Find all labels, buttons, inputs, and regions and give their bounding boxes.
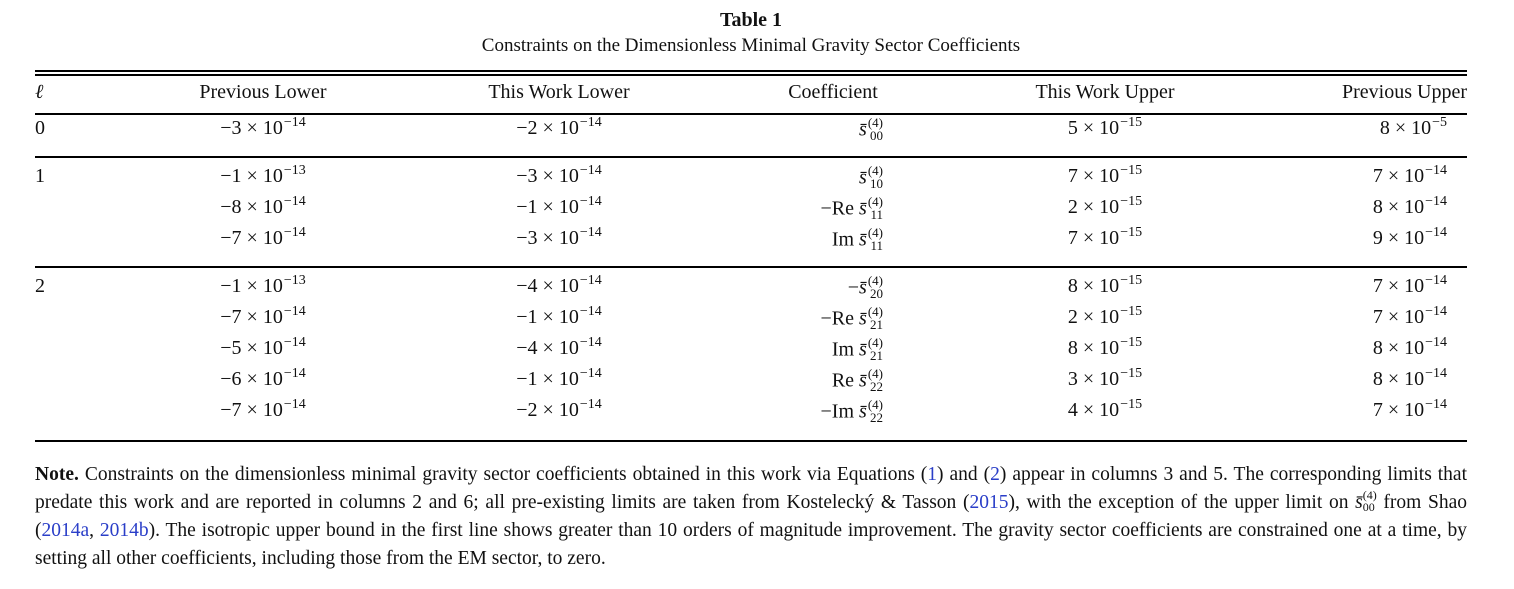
value-exponent: −14 — [283, 397, 306, 412]
value-mantissa: 4 × 10 — [1067, 399, 1120, 421]
value-mantissa: 7 × 10 — [1372, 165, 1425, 187]
value-exponent: −15 — [1120, 115, 1143, 130]
coef-sub: 20 — [870, 286, 883, 301]
group-rule-2 — [35, 266, 1467, 268]
value-mantissa: −3 × 10 — [516, 165, 579, 187]
value-exponent: −14 — [579, 397, 602, 412]
coef-scripts — [868, 195, 883, 221]
cell-this-lower — [439, 115, 679, 139]
cell-this-upper — [985, 273, 1225, 297]
cell-this-lower — [439, 304, 679, 328]
coef-sup: (4) — [867, 163, 883, 178]
coef-prefix: Im — [831, 338, 860, 361]
coef-symbol: s̄ — [859, 276, 867, 299]
table-note — [35, 461, 1467, 573]
top-rule — [35, 70, 1467, 72]
coef-prefix: −Re — [820, 197, 860, 220]
cell-prev-lower — [143, 115, 383, 139]
value-mantissa: −6 × 10 — [220, 368, 283, 390]
value-mantissa: −2 × 10 — [516, 117, 579, 139]
value-mantissa: −3 × 10 — [220, 117, 283, 139]
coef-sup: (4) — [867, 335, 883, 350]
value-mantissa: −7 × 10 — [220, 306, 283, 328]
cell-coefficient — [733, 335, 883, 364]
value-exponent: −14 — [1425, 163, 1447, 178]
value-mantissa: −1 × 10 — [516, 306, 579, 328]
note-symbol-sup: (4) — [1362, 487, 1377, 502]
value-exponent: −14 — [579, 273, 602, 288]
cell-prev-upper — [1227, 115, 1447, 139]
cell-coefficient — [733, 273, 883, 302]
value-exponent: −15 — [1120, 304, 1143, 319]
value-exponent: −13 — [283, 273, 306, 288]
coef-scripts — [868, 367, 883, 393]
ref-kostelecky-tasson-2015[interactable]: 2015 — [969, 492, 1009, 513]
value-mantissa: −1 × 10 — [220, 275, 283, 297]
value-exponent: −14 — [283, 304, 306, 319]
value-mantissa: −7 × 10 — [220, 399, 283, 421]
coef-sub: 11 — [870, 207, 883, 222]
top-rule-2 — [35, 74, 1467, 76]
coef-symbol: s̄ — [859, 400, 867, 423]
cell-coefficient — [733, 304, 883, 333]
cell-coefficient — [733, 115, 883, 144]
value-mantissa: −1 × 10 — [516, 196, 579, 218]
value-mantissa: −4 × 10 — [516, 337, 579, 359]
coef-sup: (4) — [867, 273, 883, 288]
value-mantissa: −5 × 10 — [220, 337, 283, 359]
cell-prev-lower — [143, 304, 383, 328]
value-mantissa: 8 × 10 — [1067, 337, 1120, 359]
value-mantissa: 8 × 10 — [1372, 196, 1425, 218]
note-sep: , — [89, 520, 100, 541]
cell-coefficient — [733, 163, 883, 192]
note-label: Note. — [35, 464, 79, 485]
value-mantissa: 7 × 10 — [1372, 399, 1425, 421]
value-exponent: −14 — [1425, 225, 1447, 240]
cell-prev-upper — [1227, 397, 1447, 421]
value-exponent: −13 — [283, 163, 306, 178]
value-mantissa: 8 × 10 — [1067, 275, 1120, 297]
value-exponent: −14 — [1425, 304, 1447, 319]
coef-sub: 21 — [870, 348, 883, 363]
note-symbol-sub: 00 — [1362, 499, 1375, 514]
value-exponent: −14 — [1425, 335, 1447, 350]
ref-shao-2014a[interactable]: 2014a — [41, 520, 90, 541]
value-exponent: −14 — [579, 225, 602, 240]
coef-symbol: s̄ — [859, 197, 867, 220]
cell-this-lower — [439, 194, 679, 218]
coef-symbol: s̄ — [859, 307, 867, 330]
cell-prev-upper — [1227, 304, 1447, 328]
value-mantissa: 7 × 10 — [1372, 275, 1425, 297]
coef-sub: 21 — [870, 317, 883, 332]
cell-this-upper — [985, 225, 1225, 249]
value-mantissa: −1 × 10 — [516, 368, 579, 390]
value-mantissa: −1 × 10 — [220, 165, 283, 187]
cell-ell: 2 — [35, 275, 45, 297]
cell-prev-upper — [1227, 366, 1447, 390]
value-mantissa: 7 × 10 — [1372, 306, 1425, 328]
cell-prev-lower — [143, 225, 383, 249]
value-mantissa: −3 × 10 — [516, 227, 579, 249]
value-exponent: −15 — [1120, 225, 1143, 240]
coef-sup: (4) — [867, 366, 883, 381]
value-exponent: −14 — [1425, 397, 1447, 412]
coef-scripts — [868, 274, 883, 300]
note-symbol: s̄ — [1355, 492, 1363, 513]
value-exponent: −14 — [579, 115, 602, 130]
coef-symbol: s̄ — [859, 118, 867, 141]
cell-this-upper — [985, 335, 1225, 359]
cell-prev-upper — [1227, 273, 1447, 297]
coef-sub: 11 — [870, 238, 883, 253]
coef-prefix: − — [847, 276, 860, 299]
bottom-rule — [35, 440, 1467, 442]
header-previous-lower: Previous Lower — [199, 81, 327, 103]
coef-scripts — [868, 305, 883, 331]
value-exponent: −14 — [283, 225, 306, 240]
ref-equation-2[interactable]: 2 — [990, 464, 1000, 485]
cell-this-lower — [439, 273, 679, 297]
cell-this-lower — [439, 335, 679, 359]
value-exponent: −14 — [579, 366, 602, 381]
cell-this-lower — [439, 366, 679, 390]
cell-prev-upper — [1227, 335, 1447, 359]
value-mantissa: 7 × 10 — [1067, 227, 1120, 249]
coef-prefix: −Im — [820, 400, 860, 423]
value-exponent: −15 — [1120, 194, 1143, 209]
note-text-3: ) appear in columns 3 and 5. The corresponding limits that predate this work and are reported in columns 2 and 6; all pre-existing limits are taken from Kostelecký & Tasson ( — [35, 464, 1467, 513]
coef-scripts — [868, 336, 883, 362]
cell-this-lower — [439, 163, 679, 187]
cell-this-lower — [439, 225, 679, 249]
coef-prefix: −Re — [820, 307, 860, 330]
value-exponent: −14 — [579, 335, 602, 350]
cell-prev-upper — [1227, 194, 1447, 218]
note-symbol-scripts — [1363, 489, 1377, 513]
coef-scripts — [868, 226, 883, 252]
coef-sup: (4) — [867, 397, 883, 412]
value-exponent: −14 — [283, 335, 306, 350]
cell-this-upper — [985, 194, 1225, 218]
cell-ell: 1 — [35, 165, 45, 187]
coef-sub: 00 — [870, 128, 883, 143]
value-exponent: −15 — [1120, 366, 1143, 381]
value-mantissa: 3 × 10 — [1067, 368, 1120, 390]
coef-sub: 22 — [870, 410, 883, 425]
ref-shao-2014b[interactable]: 2014b — [99, 520, 149, 541]
table-label: Table 1 — [719, 9, 783, 31]
cell-this-upper — [985, 366, 1225, 390]
note-text-2: ) and ( — [937, 464, 991, 485]
note-text-5: from Shao ( — [35, 492, 1468, 541]
coef-sup: (4) — [867, 194, 883, 209]
value-mantissa: −8 × 10 — [220, 196, 283, 218]
value-mantissa: −2 × 10 — [516, 399, 579, 421]
coef-prefix: Im — [831, 228, 860, 251]
cell-prev-lower — [143, 163, 383, 187]
coef-symbol: s̄ — [859, 228, 867, 251]
value-mantissa: 8 × 10 — [1372, 368, 1425, 390]
value-mantissa: 9 × 10 — [1372, 227, 1425, 249]
value-mantissa: 7 × 10 — [1067, 165, 1120, 187]
header-coefficient: Coefficient — [788, 81, 878, 103]
value-exponent: −15 — [1120, 163, 1143, 178]
value-mantissa: 8 × 10 — [1379, 117, 1432, 139]
cell-prev-lower — [143, 335, 383, 359]
note-text-4: ), with the exception of the upper limit on — [1008, 492, 1356, 513]
cell-prev-upper — [1227, 225, 1447, 249]
coef-sup: (4) — [867, 115, 883, 130]
value-mantissa: 8 × 10 — [1372, 337, 1425, 359]
cell-coefficient — [733, 397, 883, 426]
cell-prev-lower — [143, 397, 383, 421]
coef-scripts — [868, 116, 883, 142]
value-exponent: −15 — [1120, 273, 1143, 288]
header-rule — [35, 113, 1467, 115]
coef-scripts — [868, 164, 883, 190]
cell-this-upper — [985, 397, 1225, 421]
coef-symbol: s̄ — [859, 369, 867, 392]
value-exponent: −15 — [1120, 397, 1143, 412]
cell-prev-lower — [143, 194, 383, 218]
table-title: Constraints on the Dimensionless Minimal Gravity Sector Coefficients — [481, 35, 1021, 56]
cell-this-lower — [439, 397, 679, 421]
coef-sub: 10 — [870, 176, 883, 191]
cell-this-upper — [985, 115, 1225, 139]
value-exponent: −14 — [283, 115, 306, 130]
value-exponent: −14 — [283, 366, 306, 381]
cell-coefficient — [733, 366, 883, 395]
value-exponent: −14 — [283, 194, 306, 209]
value-mantissa: 5 × 10 — [1067, 117, 1120, 139]
cell-prev-lower — [143, 366, 383, 390]
coef-sup: (4) — [867, 225, 883, 240]
header-this-work-upper: This Work Upper — [1035, 81, 1175, 103]
value-exponent: −14 — [579, 304, 602, 319]
ref-equation-1[interactable]: 1 — [927, 464, 938, 485]
value-exponent: −14 — [579, 194, 602, 209]
cell-coefficient — [733, 225, 883, 254]
cell-prev-lower — [143, 273, 383, 297]
coef-symbol: s̄ — [859, 166, 867, 189]
header-this-work-lower: This Work Lower — [488, 81, 630, 103]
group-rule-1 — [35, 156, 1467, 158]
header-ell: ℓ — [35, 81, 44, 103]
value-mantissa: 2 × 10 — [1067, 196, 1120, 218]
value-mantissa: −7 × 10 — [220, 227, 283, 249]
coef-prefix: Re — [831, 369, 860, 392]
coef-scripts — [868, 398, 883, 424]
note-text-1: Constraints on the dimensionless minimal gravity sector coefficients obtained in this work via Equations ( — [78, 464, 928, 485]
header-previous-upper: Previous Upper — [1342, 81, 1467, 103]
coef-sup: (4) — [867, 304, 883, 319]
coef-sub: 22 — [870, 379, 883, 394]
value-exponent: −14 — [579, 163, 602, 178]
cell-coefficient — [733, 194, 883, 223]
value-mantissa: −4 × 10 — [516, 275, 579, 297]
coef-symbol: s̄ — [859, 338, 867, 361]
value-exponent: −15 — [1120, 335, 1143, 350]
note-text-6: ). The isotropic upper bound in the first line shows greater than 10 orders of magnitude improvement. The gravity sector coefficients are constrained one at a time, by setting all other coefficients, including those from the EM sector, to zero. — [35, 520, 1467, 569]
value-exponent: −14 — [1425, 366, 1447, 381]
value-exponent: −14 — [1425, 273, 1447, 288]
value-mantissa: 2 × 10 — [1067, 306, 1120, 328]
value-exponent: −5 — [1432, 115, 1447, 130]
cell-this-upper — [985, 163, 1225, 187]
cell-this-upper — [985, 304, 1225, 328]
cell-prev-upper — [1227, 163, 1447, 187]
cell-ell: 0 — [35, 117, 45, 139]
value-exponent: −14 — [1425, 194, 1447, 209]
